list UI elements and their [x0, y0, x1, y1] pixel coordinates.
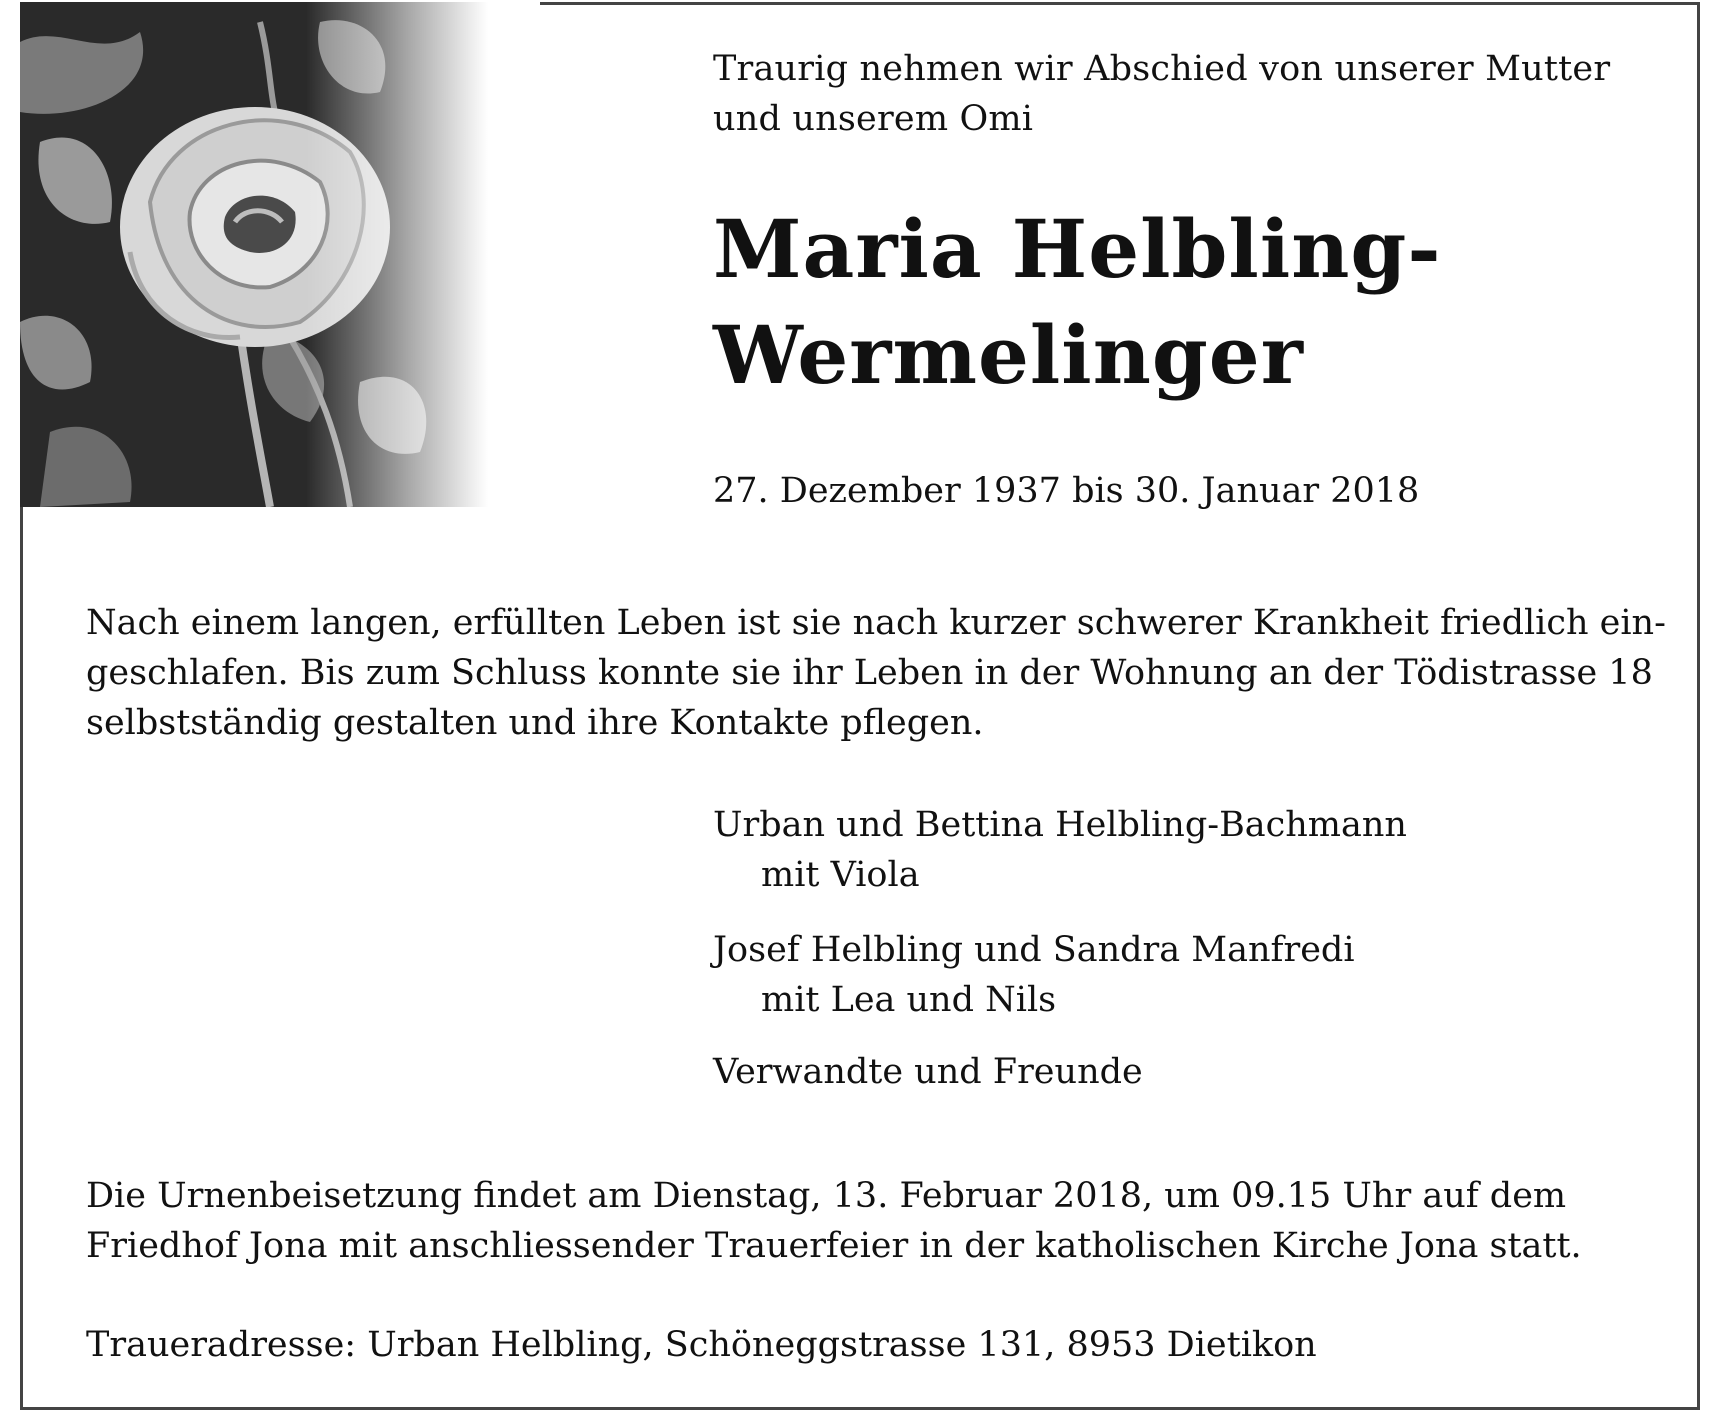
mourner-others	[713, 1047, 1143, 1097]
ceremony-paragraph	[86, 1171, 1646, 1271]
ceremony-line-1: Die Urnenbeisetzung findet am Dienstag, 13. Februar 2018, um 09.15 Uhr auf dem	[86, 1176, 1567, 1216]
family-2-name: Josef Helbling und Sandra Manfredi	[713, 930, 1355, 970]
mourning-address	[86, 1320, 1646, 1370]
intro-text	[713, 44, 1610, 144]
paragraph-line-2: geschlafen. Bis zum Schluss konnte sie ihr Leben in der Wohnung an der Tödistrasse 18	[86, 653, 1653, 693]
paragraph-line-1: Nach einem langen, erfüllten Leben ist sie nach kurzer schwerer Krankheit friedlich ein-	[86, 603, 1666, 643]
others-name: Verwandte und Freunde	[713, 1052, 1143, 1092]
rose-photo	[20, 2, 540, 507]
name-line-2: Wermelinger	[713, 308, 1304, 402]
intro-line-1: Traurig nehmen wir Abschied von unserer Mutter	[713, 49, 1611, 89]
intro-line-2: und unserem Omi	[713, 99, 1034, 139]
name-line-1: Maria Helbling-	[713, 202, 1442, 296]
mourner-family-1	[713, 800, 1407, 900]
family-2-children: mit Lea und Nils	[761, 980, 1057, 1020]
obituary-paragraph	[86, 598, 1666, 748]
life-dates: 27. Dezember 1937 bis 30. Januar 2018	[713, 471, 1420, 511]
deceased-name	[713, 196, 1442, 408]
address-line: Traueradresse: Urban Helbling, Schöneggstrasse 131, 8953 Dietikon	[86, 1325, 1317, 1365]
mourner-family-2	[713, 925, 1355, 1025]
family-1-children: mit Viola	[761, 855, 920, 895]
family-1-name: Urban und Bettina Helbling-Bachmann	[713, 805, 1407, 845]
ceremony-line-2: Friedhof Jona mit anschliessender Trauerfeier in der katholischen Kirche Jona statt.	[86, 1226, 1582, 1266]
paragraph-line-3: selbstständig gestalten und ihre Kontakte pflegen.	[86, 703, 984, 743]
